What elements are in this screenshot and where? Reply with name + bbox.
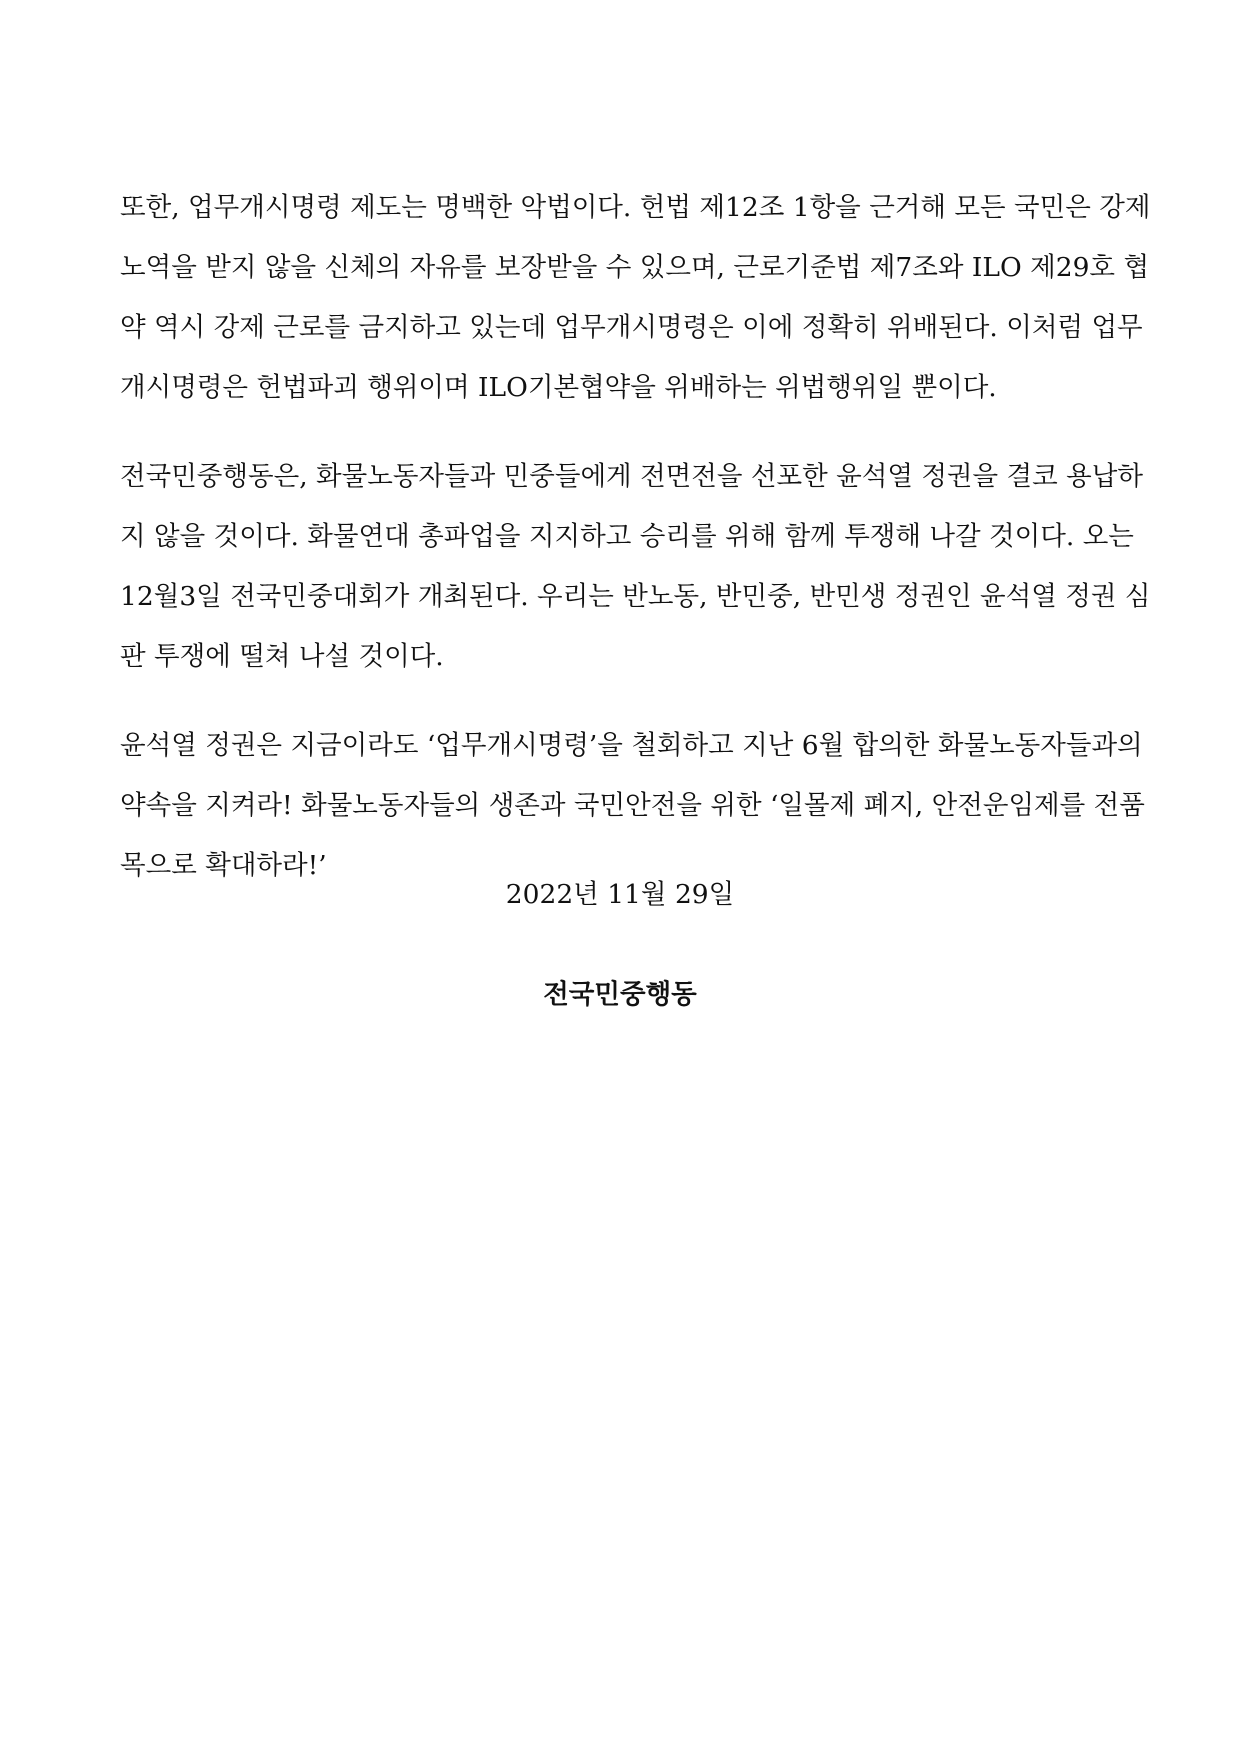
text-line: 12월3일 전국민중대회가 개최된다. 우리는 반노동, 반민중, 반민생 정권인 윤석열 정권 심 [120,581,1151,612]
paragraph-declaration [120,447,1151,687]
document-signature: 전국민중행동 [543,979,697,1010]
text-line: 윤석열 정권은 지금이라도 ‘업무개시명령’을 철회하고 지난 6월 합의한 화물노동자들과의 [120,730,1143,761]
document-date: 2022년 11월 29일 [505,879,735,910]
text-line: 목으로 확대하라!’ [120,850,327,881]
text-line: 전국민중행동은, 화물노동자들과 민중들에게 전면전을 선포한 윤석열 정권을 결코 용납하 [120,461,1143,492]
document-body [120,178,1151,925]
text-line: 개시명령은 헌법파괴 행위이며 ILO기본협약을 위배하는 위법행위일 뿐이다. [120,372,997,403]
paragraph-demands [120,716,1145,896]
text-line: 약속을 지켜라! 화물노동자들의 생존과 국민안전을 위한 ‘일몰제 폐지, 안전운임제를 전품 [120,790,1145,821]
text-line: 노역을 받지 않을 신체의 자유를 보장받을 수 있으며, 근로기준법 제7조와 ILO 제29호 협 [120,252,1150,283]
text-line: 지 않을 것이다. 화물연대 총파업을 지지하고 승리를 위해 함께 투쟁해 나갈 것이다. 오는 [120,521,1134,552]
text-line: 판 투쟁에 떨쳐 나설 것이다. [120,641,444,672]
text-line: 또한, 업무개시명령 제도는 명백한 악법이다. 헌법 제12조 1항을 근거해 모든 국민은 강제 [120,192,1151,223]
paragraph-forced-labor [120,178,1151,418]
text-line: 약 역시 강제 근로를 금지하고 있는데 업무개시명령은 이에 정확히 위배된다. 이처럼 업무 [120,312,1143,343]
